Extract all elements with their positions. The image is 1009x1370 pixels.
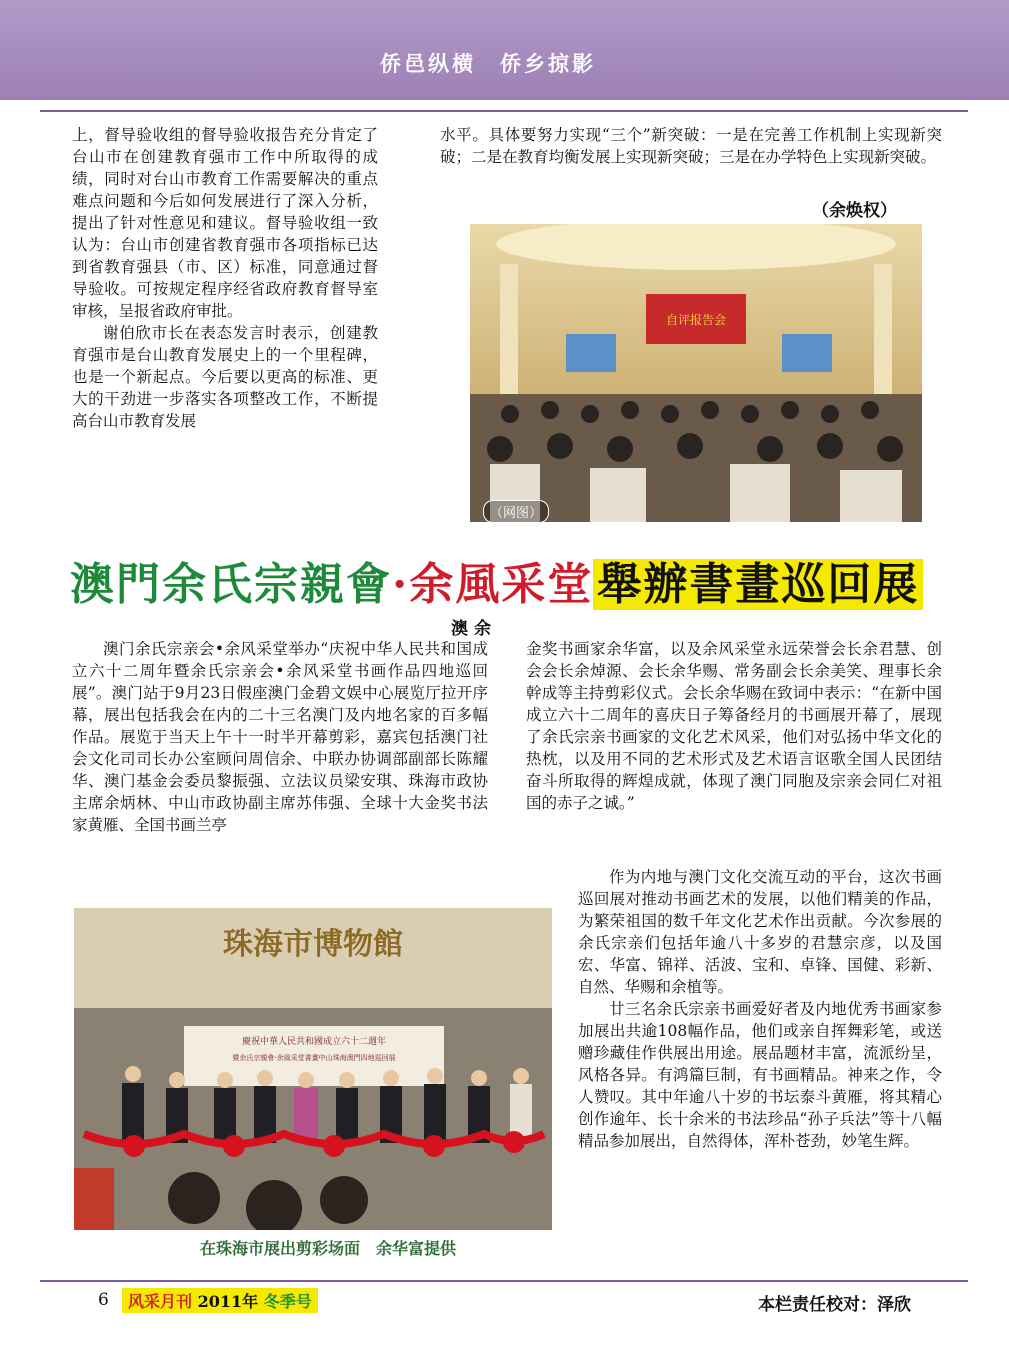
paragraph: 上，督导验收组的督导验收报告充分肯定了台山市在创建教育强市工作中所取得的成绩，同时对台山市教育工作需要解决的重点难点问题和今后如何发展进行了深入分析，提出了针对性意见和建议。督导验收组一致认为：台山市创建省教育强市各项指标已达到省教育强县（市、区）标准，同意通过督导验收。可按规定程序经省政府教育督导室审核，呈报省政府审批。 (72, 126, 378, 320)
page-number: 6 (98, 1290, 109, 1310)
paragraph: 廿三名余氏宗亲书画爱好者及内地优秀书画家参加展出共逾108幅作品，他们或亲自挥舞彩笔，或送赠珍藏佳作供展出用途。展品题材丰富，流派纷呈，风格各异。有鸿篇巨制，有书画精品。神来之作，令人赞叹。其中年逾八十岁的书坛泰斗黄雁，将其精心创作逾年、长十余米的书法珍品“孙子兵法”等十八幅精品参加展出，自然得体，浑朴苍劲，妙笔生辉。 (578, 1000, 942, 1150)
header-rule (40, 110, 968, 112)
headline-green: 澳門余氏宗親會 (70, 559, 392, 610)
footer-rule (40, 1280, 968, 1282)
top-right-column (440, 124, 942, 168)
header-bar (0, 0, 1009, 100)
banner-text-1: 慶祝中華人民共和國成立六十二週年 (241, 1037, 387, 1047)
banner-text-2: 暨余氏宗親會·余風采堂書畫中山珠海澳門四地巡回展 (232, 1054, 396, 1062)
paragraph: 金奖书画家余华富，以及余风采堂永远荣誉会长余君慧、创会会长余焯源、会长余华赐、常务副会长余美笑、理事长余幹成等主持剪彩仪式。会长余华赐在致词中表示：“在新中国成立六十二周年的喜庆日子筹备经月的书画展开幕了，展现了余氏宗亲书画家的文化艺术风采，他们对弘扬中华文化的热枕，以及用不同的艺术形式及艺术语言讴歌全国人民团结奋斗所取得的辉煌成就，体现了澳门同胞及宗亲会同仁对祖国的赤子之诚。” (526, 640, 942, 812)
section-title: 侨邑纵横 侨乡掠影 (380, 52, 596, 76)
headline-red: 余風采堂 (409, 559, 594, 610)
ribbon-cutting-illustration (74, 908, 552, 1230)
ribbon-cutting-photo (74, 908, 552, 1230)
article-right-column (526, 638, 942, 814)
photo-caption: 在珠海市展出剪彩场面 余华富提供 (200, 1239, 457, 1258)
conference-photo (470, 224, 922, 522)
photo-credit: （网图） (483, 500, 549, 523)
paragraph: 谢伯欣市长在表态发言时表示，创建教育强市是台山教育发展史上的一个里程碑，也是一个新起点。今后要以更高的标准、更大的干劲进一步落实各项整改工作，不断提高台山市教育发展 (72, 324, 378, 430)
byline: 澳余 (451, 619, 497, 639)
magazine-label (122, 1288, 318, 1313)
author-name: （余焕权） (812, 201, 897, 221)
conference-illustration (470, 224, 922, 522)
stage-screen-text: 自评报告会 (665, 313, 727, 327)
headline-dot: · (392, 559, 410, 610)
magazine-season: 冬季号 (263, 1292, 312, 1311)
paragraph: 水平。具体要努力实现“三个”新突破：一是在完善工作机制上实现新突破；二是在教育均衡发展上实现新突破；三是在办学特色上实现新突破。 (440, 126, 942, 166)
article-headline (70, 548, 950, 608)
headline-yellow: 舉辦書畫巡回展 (593, 559, 923, 610)
article-left-column (72, 638, 488, 836)
paragraph: 澳门余氏宗亲会•余风采堂举办“庆祝中华人民共和国成立六十二周年暨余氏宗亲会•余风采堂书画作品四地巡回展”。澳门站于9月23日假座澳门金碧文娱中心展览厅拉开序幕，展出包括我会在内的二十三名澳门及内地名家的百多幅作品。展览于当天上午十一时半开幕剪彩，嘉宾包括澳门社会文化司司长办公室顾问周信余、中联办协调部副部长陈耀华、澳门基金会委员黎振强、立法议员梁安琪、珠海市政协主席余炳林、中山市政协副主席苏伟强、全球十大金奖书法家黄雁、全国书画兰亭 (72, 640, 488, 834)
paragraph: 作为内地与澳门文化交流互动的平台，这次书画巡回展对推动书画艺术的发展，以他们精美的作品，为繁荣祖国的数千年文化艺术作出贡献。今次参展的余氏宗亲们包括年逾八十多岁的君慧宗彦，以及国宏、华富、锦祥、活波、宝和、卓锋、国健、彩新、自然、华赐和余植等。 (578, 868, 942, 996)
top-left-column (72, 124, 378, 432)
proofreader-credit: 本栏责任校对：泽欣 (758, 1295, 911, 1315)
magazine-year: 2011年 (192, 1292, 264, 1311)
museum-sign-text: 珠海市博物館 (223, 927, 403, 962)
magazine-name: 风采月刊 (128, 1292, 193, 1311)
article-bottom-right-column (578, 866, 942, 1152)
